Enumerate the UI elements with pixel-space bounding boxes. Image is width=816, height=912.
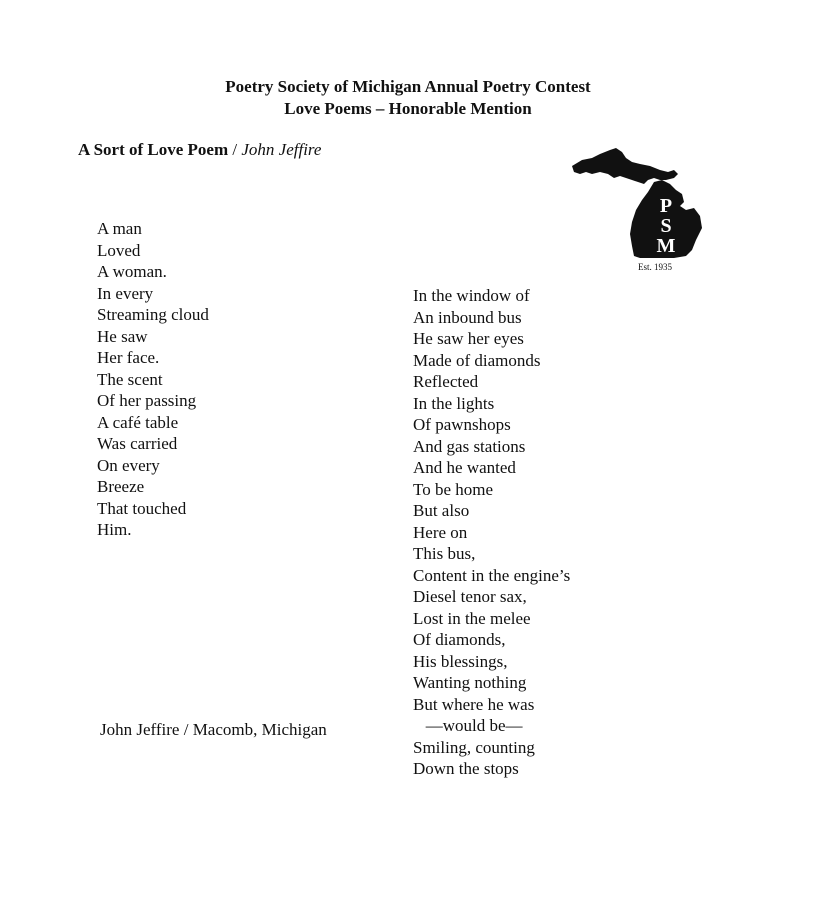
poem-line: Breeze <box>97 477 145 496</box>
contest-title: Poetry Society of Michigan Annual Poetry Contest <box>225 77 591 96</box>
contest-category: Love Poems – Honorable Mention <box>284 99 532 118</box>
michigan-map-icon <box>570 146 710 266</box>
poem-line: On every <box>97 455 160 475</box>
poem-line: Her face. <box>97 348 160 367</box>
poem-line: Loved <box>97 240 141 260</box>
poem-line: Of diamonds, <box>413 630 506 649</box>
author-signature: John Jeffire / Macomb, Michigan <box>100 720 327 739</box>
poem-title: A Sort of Love Poem <box>78 140 229 159</box>
logo-established: Est. 1935 <box>638 262 673 272</box>
poem-line: Content in the engine’s <box>413 565 571 585</box>
poem-line: But also <box>413 501 470 520</box>
poem-line: Smiling, counting <box>413 737 535 757</box>
poem-line: A man <box>97 219 142 238</box>
poem-line: His blessings, <box>413 651 508 671</box>
poem-line: Diesel tenor sax, <box>413 587 527 606</box>
poem-line: He saw <box>97 326 148 346</box>
poem-line: Here on <box>413 522 468 542</box>
logo-letter-s: S <box>660 215 672 237</box>
poem-line: To be home <box>413 479 494 499</box>
poem-line: Wanting nothing <box>413 673 527 692</box>
poem-line: Made of diamonds <box>413 350 541 370</box>
poem-line: And gas stations <box>413 436 526 456</box>
poem-line: This bus, <box>413 544 476 563</box>
poem-line: The scent <box>97 369 163 389</box>
logo-letter-p: P <box>659 195 673 217</box>
poem-line: Him. <box>97 520 132 539</box>
poem-line: —would be— <box>413 716 523 735</box>
poem-line: Lost in the melee <box>413 608 531 628</box>
poem-line: Was carried <box>97 434 178 453</box>
contest-header <box>0 76 816 120</box>
poem-line: Streaming cloud <box>97 305 209 324</box>
poem-line: An inbound bus <box>413 307 522 327</box>
poem-title-line <box>78 140 321 160</box>
poem-line: In the window of <box>413 286 530 305</box>
poem-column-2 <box>413 285 570 780</box>
poem-line: Of pawnshops <box>413 415 511 434</box>
poem-line: A woman. <box>97 262 167 281</box>
poem-line: Down the stops <box>413 759 519 778</box>
poem-line: A café table <box>97 412 179 432</box>
logo-letter-m: M <box>656 235 676 257</box>
poem-column-1 <box>97 218 209 541</box>
poem-line: Of her passing <box>97 391 197 410</box>
poem-line: In every <box>97 283 154 303</box>
poem-line: But where he was <box>413 694 535 714</box>
poem-line: He saw her eyes <box>413 329 524 348</box>
poem-author: John Jeffire <box>241 140 322 159</box>
poem-line: And he wanted <box>413 458 516 477</box>
psm-logo <box>570 146 710 276</box>
poem-line: Reflected <box>413 372 479 391</box>
poem-line: In the lights <box>413 393 495 413</box>
poem-line: That touched <box>97 498 187 518</box>
title-separator: / <box>228 140 242 159</box>
